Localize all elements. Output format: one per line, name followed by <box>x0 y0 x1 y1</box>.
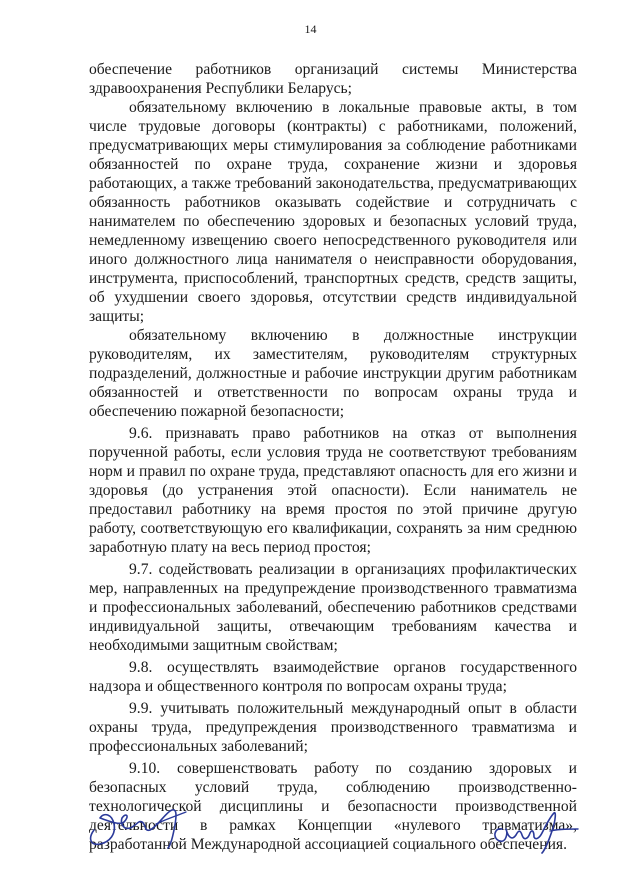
paragraph-9-7: 9.7. содействовать реализации в организациях профилактических мер, направленных на предупреждение производственного травматизма и профессиональных заболеваний, обеспечению работников средствами индивидуальной защиты, отвечающим требованиям качества и необходимыми защитным свойствам; <box>89 561 577 654</box>
paragraph-9-8: 9.8. осуществлять взаимодействие органов государственного надзора и общественного контроля по вопросам охраны труда; <box>89 659 577 695</box>
paragraph-9-10: 9.10. совершенствовать работу по созданию здоровых и безопасных условий труда, соблюдению производственно-технологической дисциплины и безопасности производственной деятельности в рамках Концепции «нулевого травматизма», разработанной Международной ассоциацией социального обеспечения. <box>89 760 577 853</box>
page-number: 14 <box>304 22 317 36</box>
paragraph-9-6: 9.6. признавать право работников на отказ от выполнения порученной работы, если условия труда не соответствуют требованиям норм и правил по охране труда, представляют опасность для его жизни и здоровья (до устранения этой опасности). Если наниматель не предоставил работнику на время простоя по этой причине другую работу, соответствующую его квалификации, сохранять за ним среднюю заработную плату на весь период простоя; <box>89 425 577 556</box>
paragraph-continuation: обеспечение работников организаций системы Министерства здравоохранения Республики Беларусь; <box>89 61 577 97</box>
document-body <box>89 60 577 854</box>
paragraph-9-9: 9.9. учитывать положительный международный опыт в области охраны труда, предупреждения производственного травматизма и профессиональных заболеваний; <box>89 700 577 755</box>
left-signature <box>86 800 202 850</box>
paragraph-local-acts: обязательному включению в локальные правовые акты, в том числе трудовые договоры (контракты) с работниками, положений, предусматривающих меры стимулирования за соблюдение работниками обязанностей по охране труда, сохранение жизни и здоровья работающих, а также требований законодательства, предусматривающих обязанность работников оказывать содействие и сотрудничать с нанимателем по обеспечению здоровых и безопасных условий труда, немедленному извещению своего непосредственного руководителя или иного должностного лица нанимателя о неисправности оборудования, инструмента, приспособлений, транспортных средств, средств защиты, об ухудшении своего здоровья, отсутствии средств индивидуальной защиты; <box>89 99 577 325</box>
paragraph-job-instructions: обязательному включению в должностные инструкции руководителям, их заместителям, руководителям структурных подразделений, должностные и рабочие инструкции другим работникам обязанностей и ответственности по вопросам охраны труда и обеспечению пожарной безопасности; <box>89 327 577 420</box>
right-signature <box>488 805 584 855</box>
